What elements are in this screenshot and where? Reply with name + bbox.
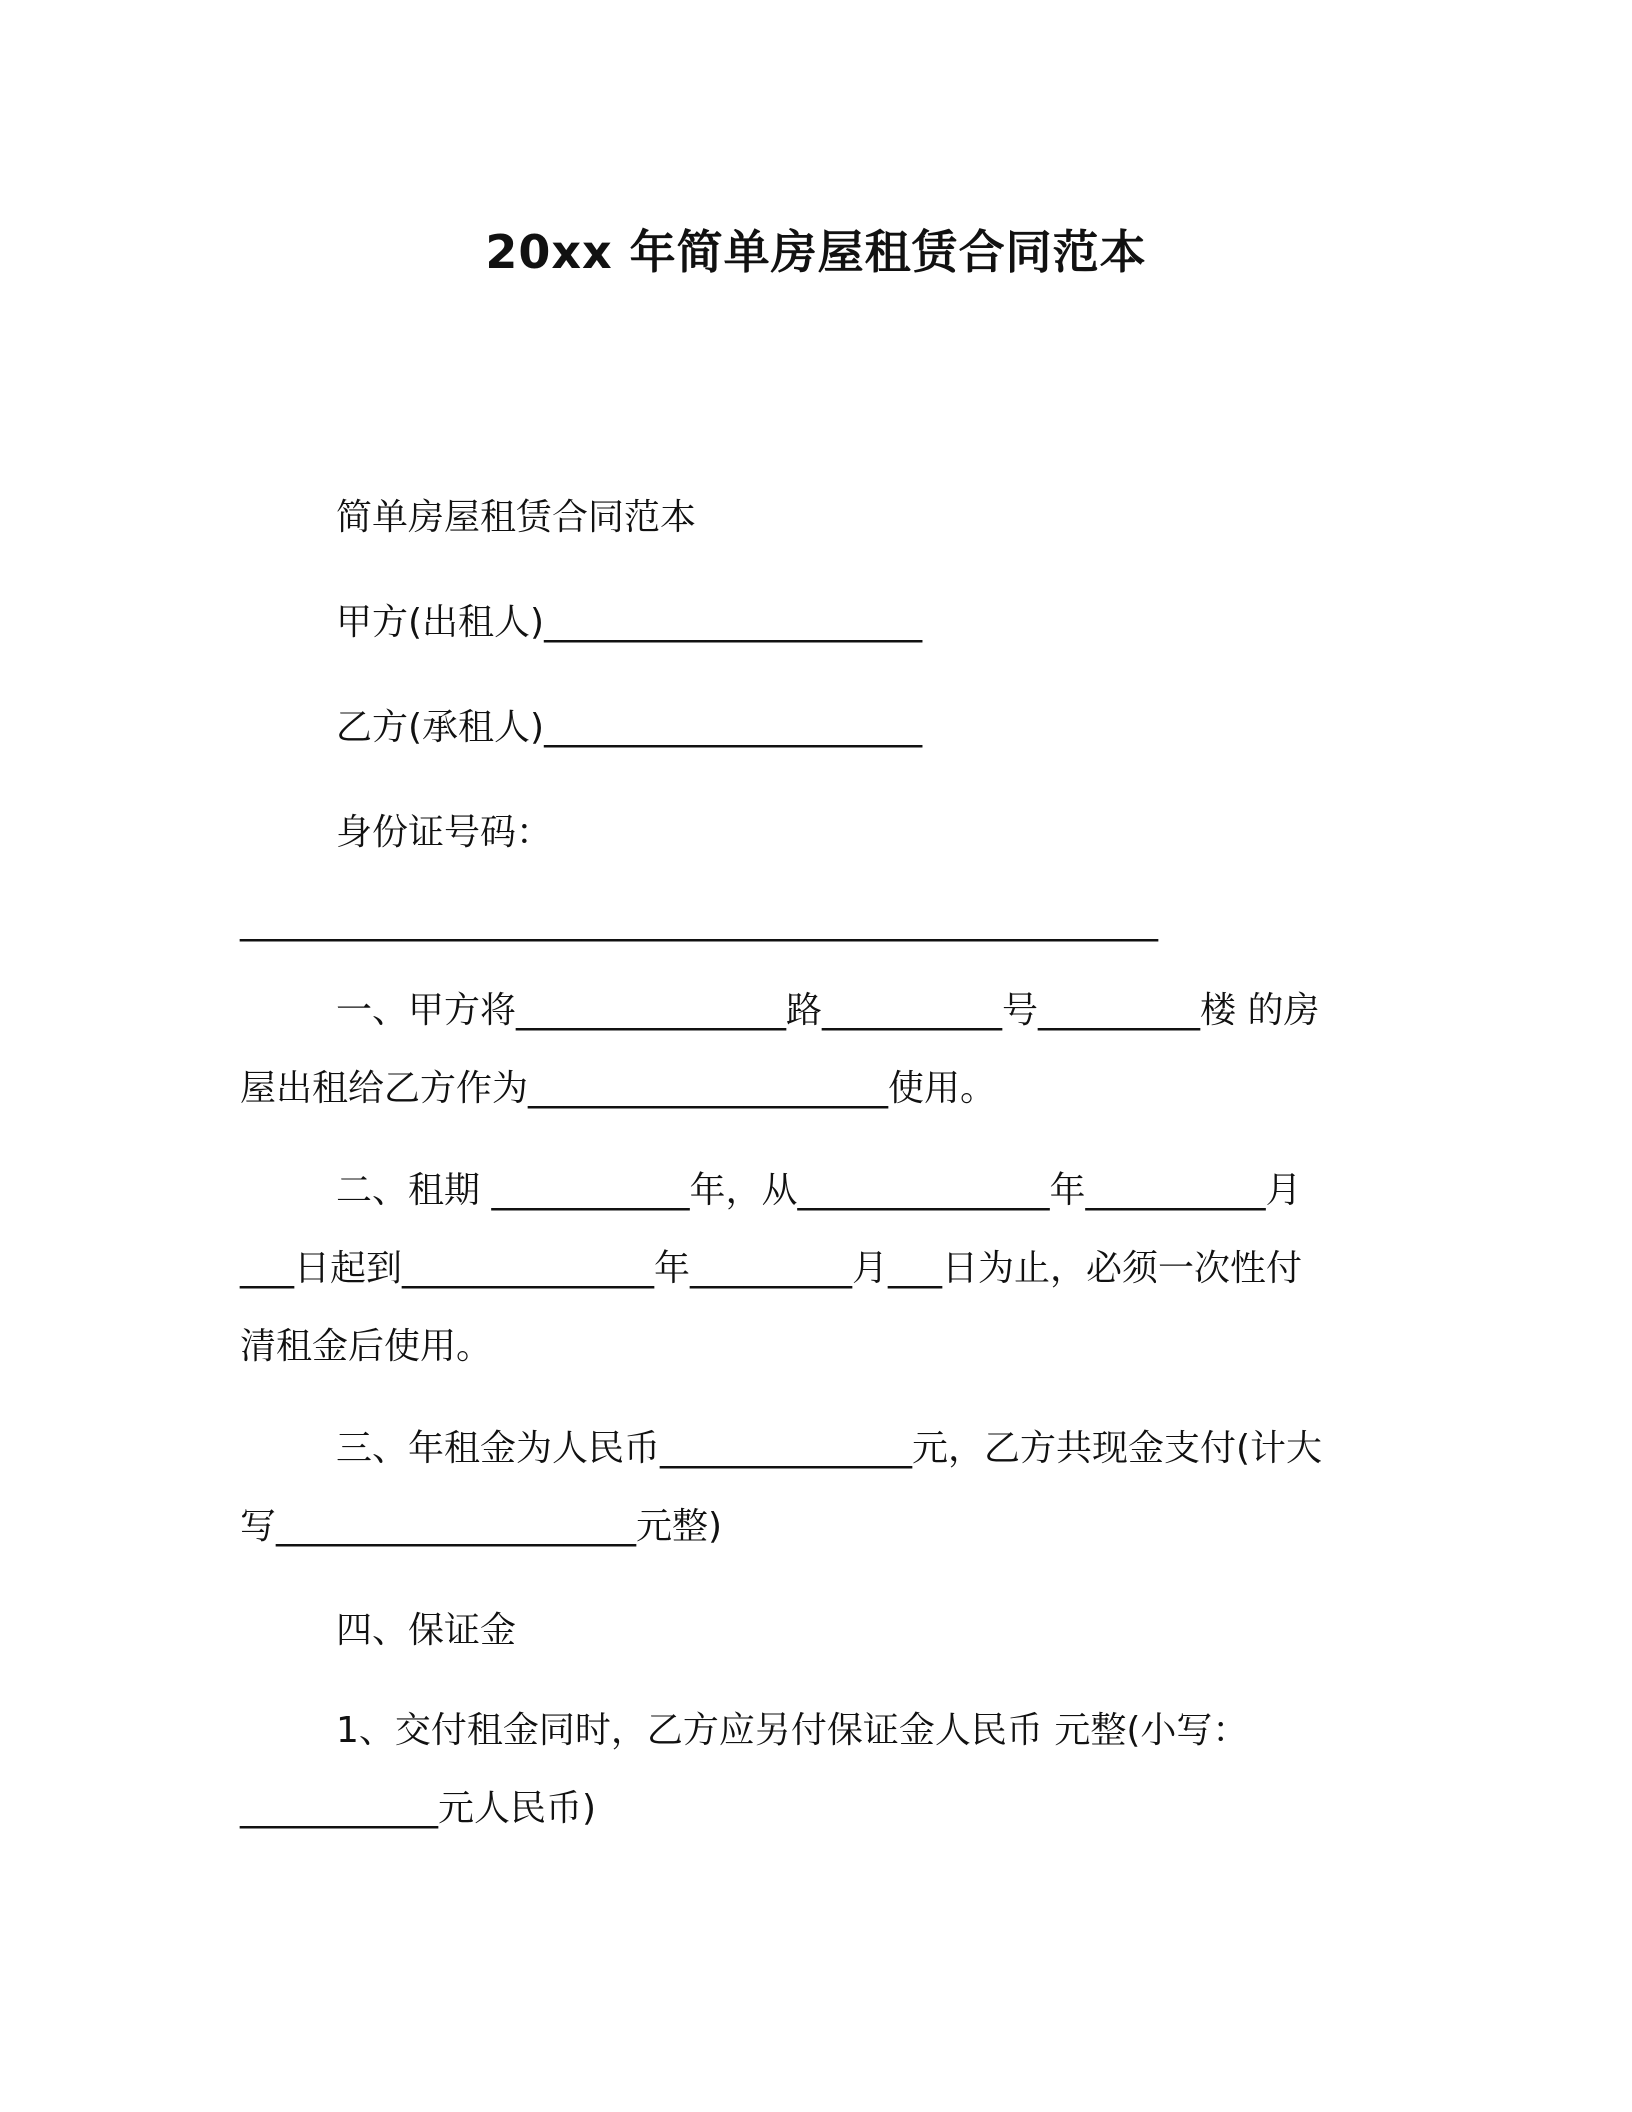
clause-3-line-1: 三、年租金为人民币______________元，乙方共现金支付(计大 — [336, 1428, 1323, 1469]
clause-3-line-2: 写____________________元整) — [240, 1506, 723, 1547]
clause-2 — [240, 1152, 1360, 1386]
clause-2-line-1: 二、租期 ___________年，从______________年__________月 — [336, 1170, 1302, 1211]
clause-4-item-1 — [240, 1692, 1360, 1848]
clause-4-item-1-line-1: 1、交付租金同时，乙方应另付保证金人民币 元整(小写： — [336, 1710, 1249, 1751]
clause-2-line-3: 清租金后使用。 — [240, 1326, 493, 1367]
clause-1-line-1: 一、甲方将_______________路__________号_________楼 的房 — [336, 990, 1320, 1031]
id-number-label: 身份证号码： — [336, 812, 553, 853]
clause-1-line-2: 屋出租给乙方作为____________________使用。 — [240, 1068, 997, 1109]
clause-4-heading: 四、保证金 — [336, 1610, 517, 1651]
clause-1 — [240, 972, 1360, 1128]
clause-2-line-2: ___日起到______________年_________月___日为止，必须一次性付 — [240, 1248, 1303, 1289]
party-a-line: 甲方(出租人)_____________________ — [336, 602, 923, 643]
clause-4-item-1-line-2: ___________元人民币) — [240, 1788, 597, 1829]
party-b-line: 乙方(承租人)_____________________ — [336, 707, 923, 748]
clause-3 — [240, 1410, 1360, 1566]
contract-subtitle: 简单房屋租赁合同范本 — [336, 497, 697, 538]
document-title: 20xx 年简单房屋租赁合同范本 — [485, 225, 1147, 279]
id-number-blank-line: ___________________________________________________ — [240, 901, 1158, 942]
